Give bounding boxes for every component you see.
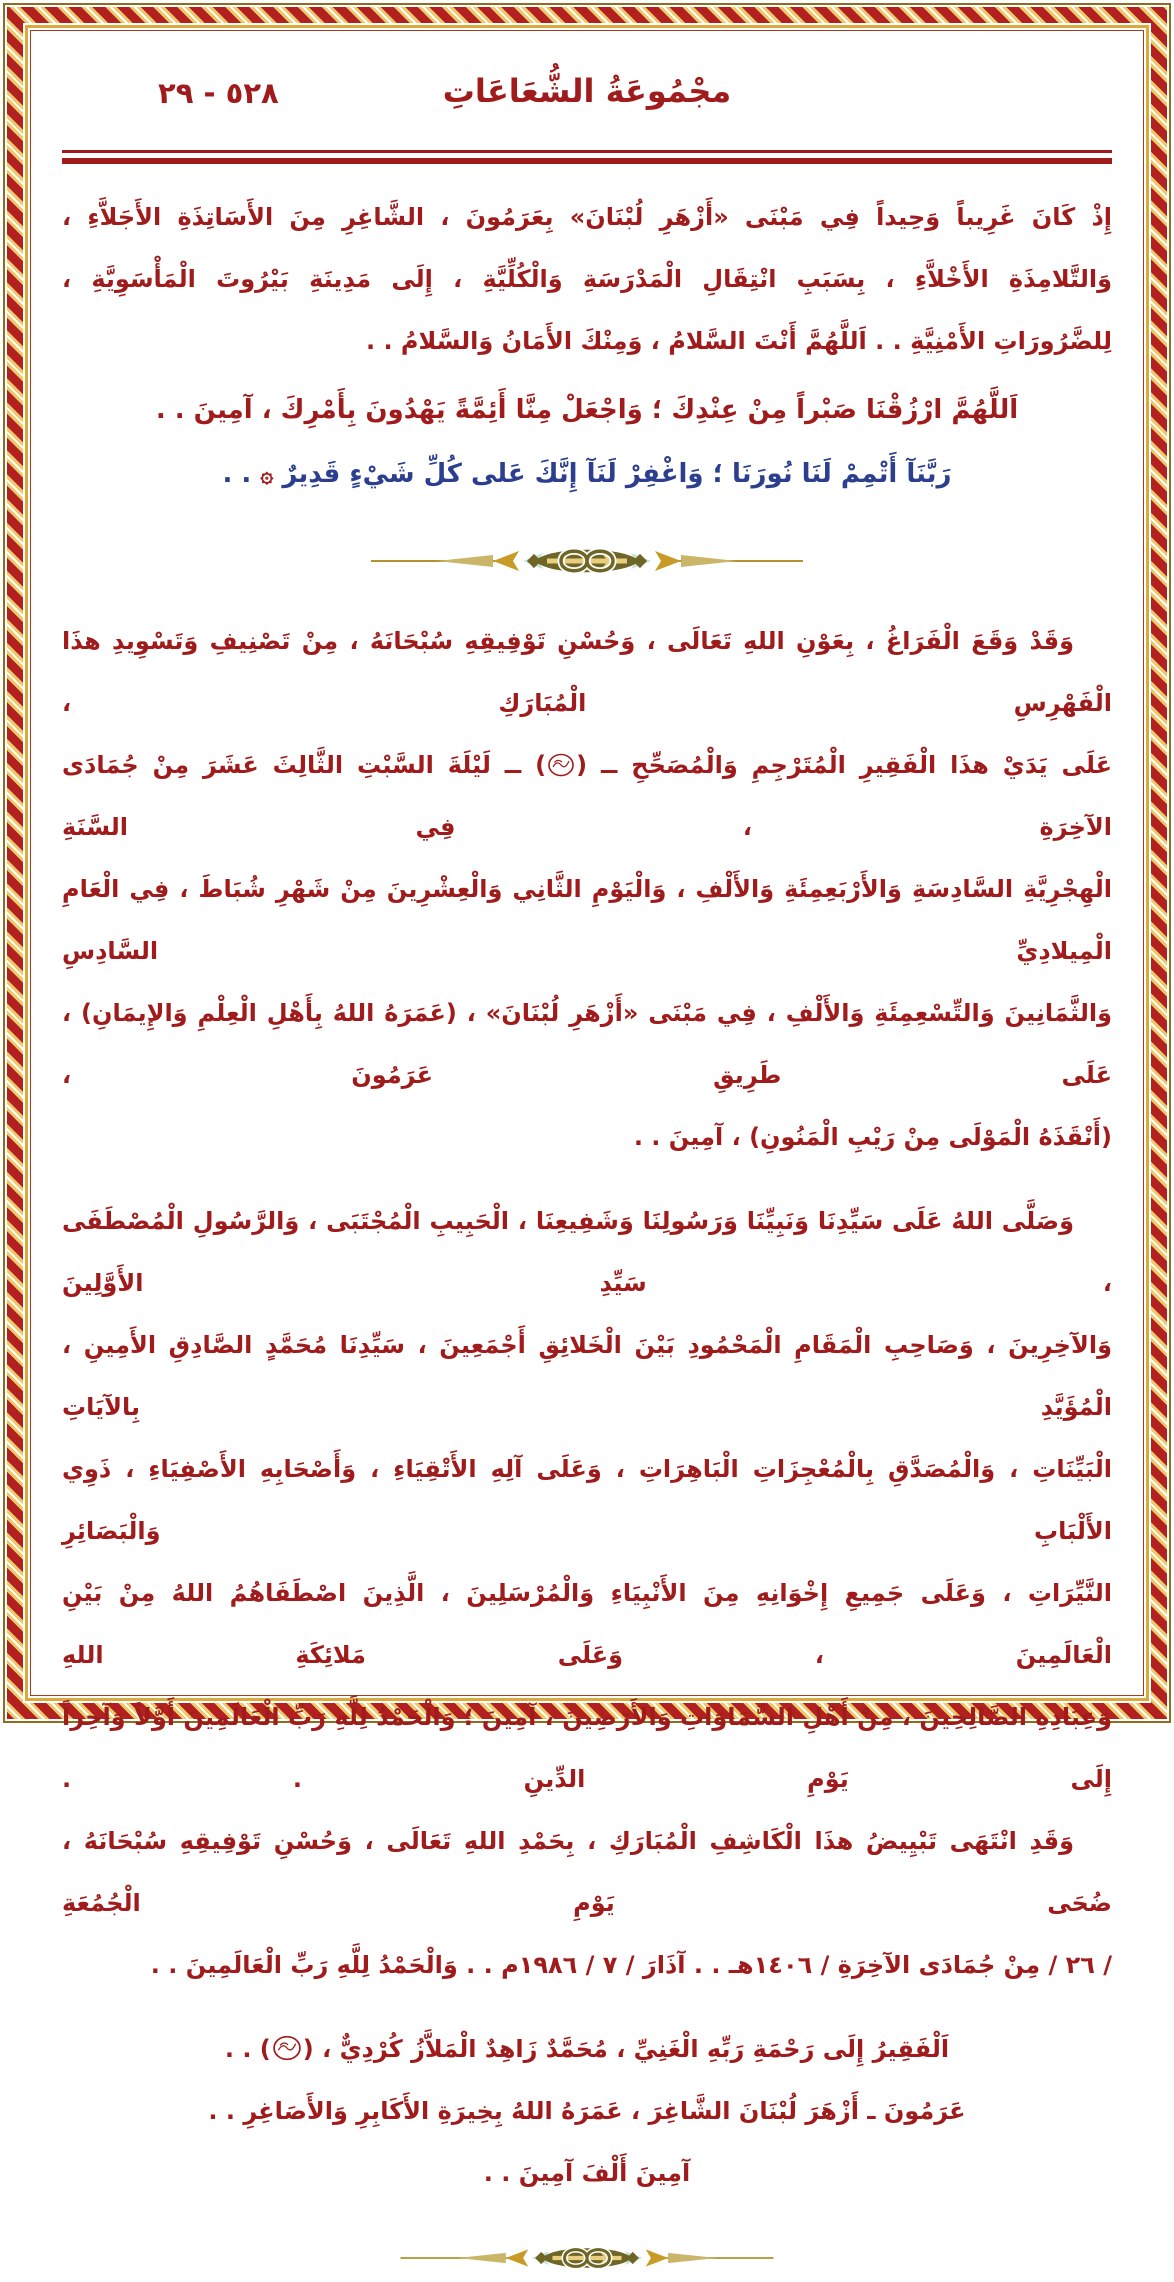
paragraph-line: لِلضَّرُورَاتِ الأَمْنِيَّةِ . . اَللَّهُمَّ أَنْتَ السَّلامُ ، وَمِنْكَ الأَمَانُ وَالسَّلامُ . . — [365, 327, 1112, 355]
paragraph-line: وَصَلَّى اللهُ عَلَى سَيِّدِنَا وَنَبِيِّنَا وَرَسُولِنَا وَشَفِيعِنَا ، الْحَبِيبِ الْمُجْتَبَى ، وَالرَّسُولِ الْمُصْطَفَى ، سَيِّدِ الأَوَّلِينَ — [62, 1207, 1112, 1297]
paragraph-line: وَالثَّمَانِينَ وَالتِّسْعِمِئَةِ وَالأَلْفِ ، فِي مَبْنَى «أَزْهَرِ لُبْنَانَ» ، (عَمَرَهُ اللهُ بِأَهْلِ الْعِلْمِ وَالإِيمَانِ) ، عَلَى طَرِيقِ عَرَمُونَ ، — [62, 999, 1112, 1089]
signature-block — [62, 2018, 1112, 2204]
paragraph-line: النَّيِّرَاتِ ، وَعَلَى جَمِيعِ إِخْوَانِهِ مِنَ الأَنْبِيَاءِ وَالْمُرْسَلِينَ ، الَّذِينَ اصْطَفَاهُمُ اللهُ مِنْ بَيْنِ الْعَالَمِينَ ، وَعَلَى مَلائِكَةِ اللهِ — [62, 1579, 1112, 1669]
paragraph-line: إِذْ كَانَ غَرِيباً وَحِيداً فِي مَبْنَى «أَزْهَرِ لُبْنَانَ» بِعَرَمُونَ ، الشَّاغِرِ مِنَ الأَسَاتِذَةِ الأَجَلاَّءِ ، — [62, 203, 1112, 231]
dua-line: اَللَّهُمَّ ارْزُقْنَا صَبْراً مِنْ عِنْدِكَ ؛ وَاجْعَلْ مِنَّا أَئِمَّةً يَهْدُونَ بِأَمْرِكَ ، آمِينَ . . — [155, 395, 1019, 425]
calligraphic-seal-icon — [548, 753, 574, 777]
date-line: / ٢٦ / مِنْ جُمَادَى الآخِرَةِ / ١٤٠٦هـ . . آذَارَ / ٧ / ١٩٨٦م . . وَالْحَمْدُ لِلَّهِ رَبِّ الْعَالَمِينَ . . — [150, 1951, 1112, 1979]
paragraph-line — [62, 734, 1112, 858]
paragraph-line: وَعِبَادِهِ الصَّالِحِينَ ، مِنْ أَهْلِ السَّمَاوَاتِ وَالأَرَضِينَ ، آمِينَ ؛ وَالْحَمْدُ لِلَّهِ رَبِّ الْعَالَمِينَ أَوَّلاً وَآخِراً إِلَى يَوْمِ الدِّينِ . . — [62, 1703, 1112, 1793]
page-content — [34, 34, 1140, 2187]
quran-verse-line — [62, 442, 1112, 508]
paragraph-line: وَالآخِرِينَ ، وَصَاحِبِ الْمَقَامِ الْمَحْمُودِ بَيْنَ الْخَلائِقِ أَجْمَعِينَ ، سَيِّدِنَا مُحَمَّدٍ الصَّادِقِ الأَمِينِ ، الْمُؤَيَّدِ بِالآيَاتِ — [62, 1331, 1112, 1421]
dua-block — [62, 378, 1112, 508]
section-divider-bottom — [62, 2238, 1112, 2282]
quran-verse-text: رَبَّنَآ أَتْمِمْ لَنَا نُورَنَا ؛ وَاغْفِرْ لَنَآ إِنَّكَ عَلى كُلِّ شَيْءٍ قَدِيرٌ — [282, 459, 952, 489]
signature-line — [62, 2018, 1112, 2080]
quran-verse-tail: . . — [222, 459, 252, 489]
knot-divider-icon — [397, 2238, 777, 2278]
paragraph-colophon-1 — [62, 610, 1112, 1168]
page-number: ٥٢٨ - ٢٩ — [158, 76, 279, 110]
paragraph-text: عَلَى يَدَيْ هذَا الْفَقِيرِ الْمُتَرْجِمِ وَالْمُصَحِّحِ ــ ( — [576, 751, 1113, 779]
paragraph-opening — [62, 186, 1112, 372]
paragraph-line: (أَنْقَذَهُ الْمَوْلَى مِنْ رَيْبِ الْمَنُونِ) ، آمِينَ . . — [633, 1123, 1112, 1151]
double-rule — [62, 150, 1112, 164]
paragraph-line: وَقَدْ وَقَعَ الْفَرَاغُ ، بِعَوْنِ اللهِ تَعَالَى ، وَحُسْنِ تَوْفِيقِهِ سُبْحَانَهُ ، مِنْ تَصْنِيفِ وَتَسْوِيدِ هذَا الْفَهْرِسِ الْمُبَارَكِ ، — [62, 627, 1112, 717]
paragraph-line: الْهِجْرِيَّةِ السَّادِسَةِ وَالأَرْبَعِمِئَةِ وَالأَلْفِ ، وَالْيَوْمِ الثَّانِي وَالْعِشْرِينَ مِنْ شَهْرِ شُبَاطَ ، فِي الْعَامِ الْمِيلادِيِّ السَّادِسِ — [62, 875, 1112, 965]
signature-text: ) . . — [224, 2035, 271, 2063]
book-title: مجْمُوعَةُ الشُّعَاعَاتِ — [442, 72, 732, 110]
section-divider-top — [62, 538, 1112, 588]
calligraphic-seal-icon — [273, 2035, 301, 2061]
knot-divider-icon — [367, 538, 807, 584]
paragraph-line: الْبَيِّنَاتِ ، وَالْمُصَدَّقِ بِالْمُعْجِزَاتِ الْبَاهِرَاتِ ، وَعَلَى آلِهِ الأَتْقِيَاءِ ، وَأَصْحَابِهِ الأَصْفِيَاءِ ، ذَوِي الأَلْبَابِ وَالْبَصَائِرِ — [62, 1455, 1112, 1545]
signature-line: عَرَمُونَ ـ أَزْهَرَ لُبْنَانَ الشَّاغِرَ ، عَمَرَهُ اللهُ بِخِيرَةِ الأَكَابِرِ وَالأَصَاغِرِ . . — [208, 2097, 966, 2125]
verse-end-rosette-icon: ۞ — [260, 463, 274, 488]
paragraph-salawat — [62, 1190, 1112, 1996]
page-header — [62, 72, 1112, 136]
amin-line: آمِينَ أَلْفَ آمِينَ . . — [483, 2159, 691, 2187]
signature-text: اَلْفَقِيرُ إِلَى رَحْمَةِ رَبِّهِ الْغَنِيِّ ، مُحَمَّدٌ زَاهِدٌ الْمَلاَّزُ كُرْدِيٌّ ، ( — [302, 2035, 950, 2063]
paragraph-text: ) ــ لَيْلَةَ السَّبْتِ الثَّالِثَ عَشَرَ مِنْ جُمَادَى الآخِرَةِ ، فِي السَّنَةِ — [62, 751, 1112, 841]
paragraph-line: وَقَدِ انْتَهَى تَبْيِيضُ هذَا الْكَاشِفِ الْمُبَارَكِ ، بِحَمْدِ اللهِ تَعَالَى ، وَحُسْنِ تَوْفِيقِهِ سُبْحَانَهُ ، ضُحَى يَوْمِ الْجُمُعَةِ — [62, 1827, 1112, 1917]
paragraph-line: وَالتَّلامِذَةِ الأَخْلاَّءِ ، بِسَبَبِ انْتِقَالِ الْمَدْرَسَةِ وَالْكُلِّيَّةِ ، إِلَى مَدِينَةِ بَيْرُوتَ الْمَأْسَوِيَّةِ ، — [62, 265, 1112, 293]
